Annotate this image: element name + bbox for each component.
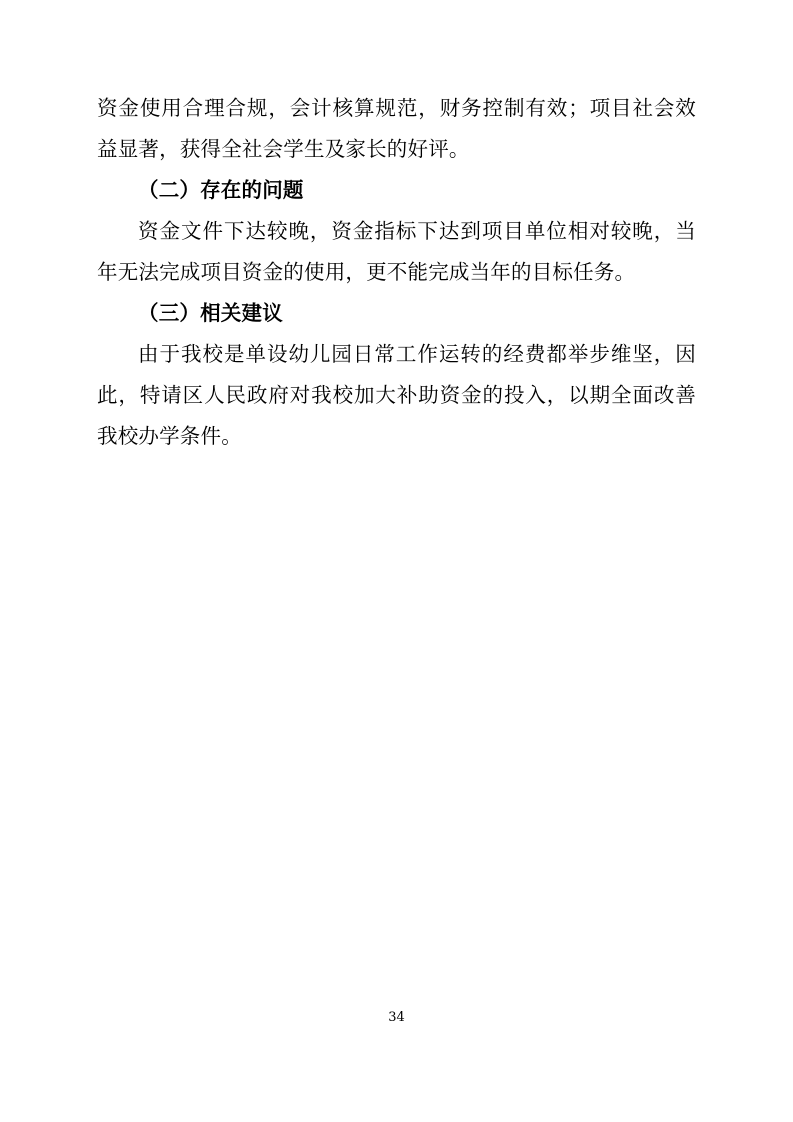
paragraph-continuation: 资金使用合理合规，会计核算规范，财务控制有效；项目社会效益显著，获得全社会学生及家长的好评。	[97, 96, 696, 161]
heading-related-suggestions: （三）相关建议	[138, 301, 283, 325]
paragraph-related-suggestions: 由于我校是单设幼儿园日常工作运转的经费都举步维坚，因此，特请区人民政府对我校加大补助资金的投入，以期全面改善我校办学条件。	[97, 342, 696, 448]
page-number: 34	[388, 1010, 405, 1025]
heading-existing-problems: （二）存在的问题	[138, 178, 304, 202]
paragraph-existing-problems: 资金文件下达较晚，资金指标下达到项目单位相对较晚，当年无法完成项目资金的使用，更不能完成当年的目标任务。	[97, 219, 696, 284]
